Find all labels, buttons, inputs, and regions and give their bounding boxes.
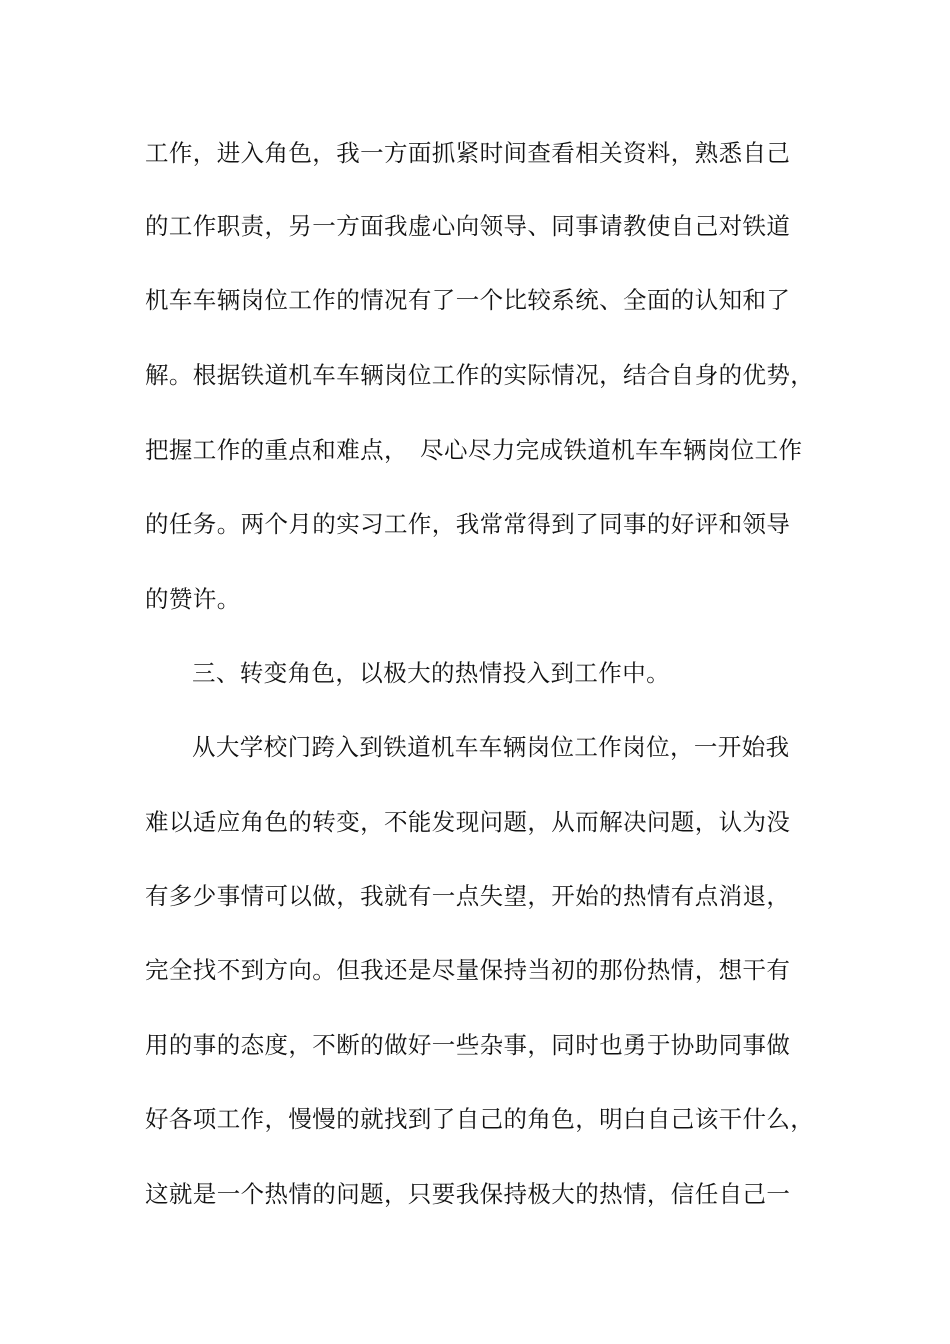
section-heading: 三、转变角色，以极大的热情投入到工作中。 <box>192 659 670 687</box>
paragraph-line: 机车车辆岗位工作的情况有了一个比较系统、全面的认知和了 <box>145 286 791 314</box>
paragraph-line: 解。根据铁道机车车辆岗位工作的实际情况，结合自身的优势， <box>145 361 815 389</box>
paragraph-line: 有多少事情可以做，我就有一点失望，开始的热情有点消退， <box>145 882 791 910</box>
paragraph-line: 完全找不到方向。但我还是尽量保持当初的那份热情，想干有 <box>145 956 791 984</box>
paragraph-line: 从大学校门跨入到铁道机车车辆岗位工作岗位，一开始我 <box>192 733 790 761</box>
paragraph-line: 这就是一个热情的问题，只要我保持极大的热情，信任自己一 <box>145 1180 791 1208</box>
paragraph-line: 用的事的态度，不断的做好一些杂事，同时也勇于协助同事做 <box>145 1031 791 1059</box>
paragraph-line: 的工作职责，另一方面我虚心向领导、同事请教使自己对铁道 <box>145 212 791 240</box>
paragraph-line: 好各项工作，慢慢的就找到了自己的角色，明白自己该干什么， <box>145 1105 815 1133</box>
paragraph-line: 工作，进入角色，我一方面抓紧时间查看相关资料，熟悉自己 <box>145 139 791 167</box>
paragraph-line: 把握工作的重点和难点， 尽心尽力完成铁道机车车辆岗位工作 <box>145 436 803 464</box>
paragraph-line: 的任务。两个月的实习工作，我常常得到了同事的好评和领导 <box>145 510 791 538</box>
paragraph-line: 难以适应角色的转变，不能发现问题，从而解决问题，认为没 <box>145 808 791 836</box>
paragraph-line: 的赞许。 <box>145 585 241 613</box>
